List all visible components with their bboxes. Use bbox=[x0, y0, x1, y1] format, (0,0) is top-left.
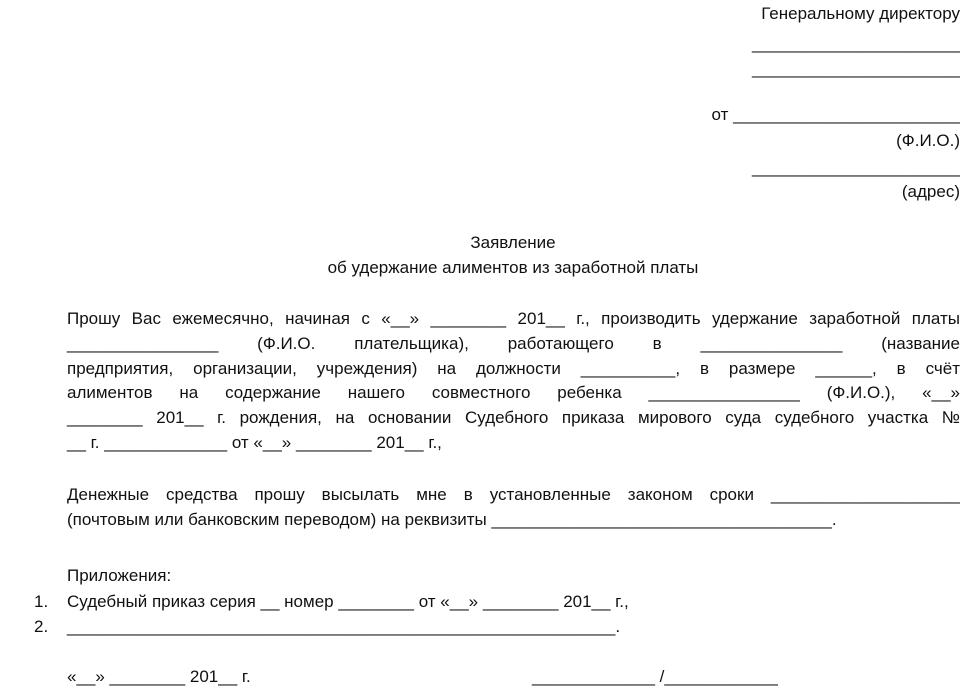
attachment-item-2: __________________________________________________________. bbox=[67, 617, 621, 636]
attachments-heading: Приложения: bbox=[67, 566, 172, 585]
paragraph-1-line-1: Прошу Вас ежемесячно, начиная с «__» ________ 201__ г., производить удержание заработной платы bbox=[67, 309, 960, 328]
attachment-item-1: Судебный приказ серия __ номер ________ от «__» ________ 201__ г., bbox=[67, 592, 629, 611]
addressee-blank-1: ______________________ bbox=[751, 34, 960, 53]
addressee-blank-2: ______________________ bbox=[751, 59, 960, 78]
fio-label: (Ф.И.О.) bbox=[896, 131, 960, 150]
addressee-line: Генеральному директору bbox=[761, 4, 960, 23]
paragraph-1-line-5: ________ 201__ г. рождения, на основании Судебного приказа мирового суда судебного участка № bbox=[67, 408, 960, 427]
sender-line: от ________________________ bbox=[711, 105, 960, 124]
paragraph-2-line-2: (почтовым или банковским переводом) на реквизиты ____________________________________. bbox=[67, 510, 837, 529]
address-label: (адрес) bbox=[901, 182, 960, 201]
paragraph-1-line-2: ________________ (Ф.И.О. плательщика), работающего в _______________ (название bbox=[67, 334, 960, 353]
attachment-number-2: 2. bbox=[34, 617, 49, 636]
document-title: Заявление bbox=[470, 233, 556, 252]
paragraph-2-line-1: Денежные средства прошу высылать мне в установленные законом сроки ____________________ bbox=[67, 485, 960, 504]
paragraph-1-line-4: алиментов на содержание нашего совместного ребенка ________________ (Ф.И.О.), «__» bbox=[67, 383, 960, 402]
signature-line: _____________ /____________ bbox=[532, 667, 778, 686]
attachment-number-1: 1. bbox=[34, 592, 49, 611]
paragraph-1-line-3: предприятия, организации, учреждения) на должности __________, в размере ______, в счёт bbox=[67, 359, 960, 378]
document-subtitle: об удержание алиментов из заработной платы bbox=[327, 258, 699, 277]
address-blank: ______________________ bbox=[751, 158, 960, 177]
date-line: «__» ________ 201__ г. bbox=[67, 667, 251, 686]
paragraph-1-line-6: __ г. _____________ от «__» ________ 201__ г., bbox=[67, 433, 442, 452]
